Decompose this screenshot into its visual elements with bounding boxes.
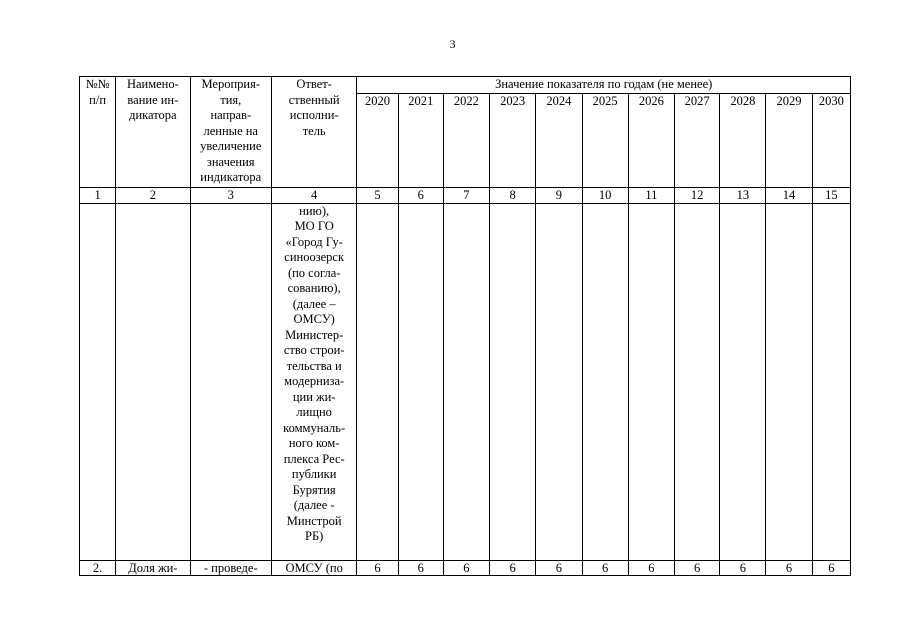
column-number-cell: 3	[190, 187, 271, 203]
column-number-cell: 14	[766, 187, 812, 203]
page-number: 3	[449, 37, 456, 51]
responsible-line: ции жи-	[292, 389, 336, 404]
column-number-row	[80, 187, 851, 203]
empty-cell	[357, 203, 398, 560]
value-cell: 6	[582, 560, 628, 575]
responsible-line: РБ)	[305, 529, 324, 543]
header-year-cell: 2020	[357, 93, 398, 187]
responsible-line: ОМСУ)	[293, 312, 335, 326]
column-number-cell: 12	[674, 187, 719, 203]
responsible-line: публики	[291, 467, 337, 481]
value-cell: 6	[490, 560, 536, 575]
responsible-line: тельства и	[286, 358, 342, 373]
header-number-line: п/п	[89, 92, 107, 107]
column-number-cell: 8	[490, 187, 536, 203]
responsible-line: МО ГО	[294, 219, 334, 233]
empty-cell	[582, 203, 628, 560]
header-row-1	[80, 77, 851, 94]
column-number-cell: 5	[357, 187, 398, 203]
event-cell: - проведе-	[190, 560, 271, 575]
responsible-line: коммуналь-	[283, 420, 346, 435]
header-event-line: индикатора	[200, 170, 262, 184]
responsible-line: лищно	[296, 405, 332, 419]
value-cell: 6	[628, 560, 674, 575]
empty-cell	[490, 203, 536, 560]
header-number	[80, 77, 116, 188]
empty-cell	[812, 203, 850, 560]
column-number-cell: 9	[536, 187, 582, 203]
header-year-cell: 2025	[582, 93, 628, 187]
responsible-line: синоозерск	[284, 250, 345, 264]
responsible-cell: ОМСУ (по	[271, 560, 356, 575]
header-responsible	[271, 77, 356, 188]
header-year-cell: 2023	[490, 93, 536, 187]
header-year-cell: 2026	[628, 93, 674, 187]
indicator-table	[79, 76, 851, 576]
column-number-cell: 1	[80, 187, 116, 203]
header-event	[190, 77, 271, 188]
header-indicator-line: вание ин-	[127, 92, 179, 107]
empty-cell	[398, 203, 443, 560]
value-cell: 6	[812, 560, 850, 575]
header-event-line: ленные на	[203, 123, 258, 138]
header-event-line: тия,	[220, 92, 242, 107]
value-cell: 6	[720, 560, 766, 575]
empty-cell	[628, 203, 674, 560]
row-number-cell: 2.	[80, 560, 116, 575]
header-year-cell: 2027	[674, 93, 719, 187]
empty-cell	[443, 203, 489, 560]
header-number-line: №№	[85, 77, 110, 91]
column-number-cell: 6	[398, 187, 443, 203]
responsible-line: (далее -	[293, 498, 335, 512]
header-responsible-line: ственный	[288, 92, 340, 107]
column-number-cell: 7	[443, 187, 489, 203]
value-cell: 6	[357, 560, 398, 575]
empty-cell	[536, 203, 582, 560]
header-year-cell: 2021	[398, 93, 443, 187]
header-responsible-line: исполни-	[289, 108, 339, 122]
header-responsible-line: тель	[302, 123, 326, 138]
responsible-line: ство строи-	[283, 343, 345, 357]
header-indicator-line: дикатора	[129, 108, 177, 122]
empty-cell	[674, 203, 719, 560]
responsible-line: ного ком-	[288, 436, 340, 450]
table-row	[80, 560, 851, 575]
column-number-cell: 15	[812, 187, 850, 203]
indicator-cell: Доля жи-	[116, 560, 190, 575]
responsible-line: модерниза-	[284, 374, 345, 388]
header-event-line: увеличение	[200, 139, 262, 153]
header-event-line: направ-	[210, 108, 252, 122]
value-cell: 6	[443, 560, 489, 575]
responsible-line: Бурятия	[292, 482, 336, 497]
header-responsible-line: Ответ-	[296, 77, 332, 91]
empty-cell	[80, 203, 116, 560]
value-cell: 6	[766, 560, 812, 575]
responsible-line: сованию),	[287, 281, 341, 295]
responsible-line: (далее –	[292, 296, 336, 311]
header-event-line: значения	[206, 154, 255, 169]
empty-cell	[116, 203, 190, 560]
column-number-cell: 11	[628, 187, 674, 203]
column-number-cell: 10	[582, 187, 628, 203]
header-indicator	[116, 77, 190, 188]
responsible-line: плекса Рес-	[283, 451, 345, 466]
value-cell: 6	[398, 560, 443, 575]
value-cell: 6	[674, 560, 719, 575]
empty-cell	[190, 203, 271, 560]
column-number-cell: 4	[271, 187, 356, 203]
header-year-cell: 2024	[536, 93, 582, 187]
continuation-row	[80, 203, 851, 560]
column-number-cell: 2	[116, 187, 190, 203]
responsible-line: Минстрой	[286, 513, 342, 528]
responsible-cell	[271, 203, 356, 560]
header-indicator-line: Наимено-	[126, 77, 179, 91]
header-year-cell: 2022	[443, 93, 489, 187]
empty-cell	[766, 203, 812, 560]
value-cell: 6	[536, 560, 582, 575]
responsible-line: (по согла-	[287, 265, 341, 280]
responsible-line: «Город Гу-	[285, 234, 343, 249]
header-year-cell: 2029	[766, 93, 812, 187]
header-year-cell: 2030	[812, 93, 850, 187]
column-number-cell: 13	[720, 187, 766, 203]
responsible-line: нию),	[299, 203, 330, 218]
responsible-line: Министер-	[285, 327, 344, 342]
header-event-line: Мероприя-	[201, 77, 261, 91]
empty-cell	[720, 203, 766, 560]
header-year-cell: 2028	[720, 93, 766, 187]
header-year-group: Значение показателя по годам (не менее)	[357, 77, 851, 94]
